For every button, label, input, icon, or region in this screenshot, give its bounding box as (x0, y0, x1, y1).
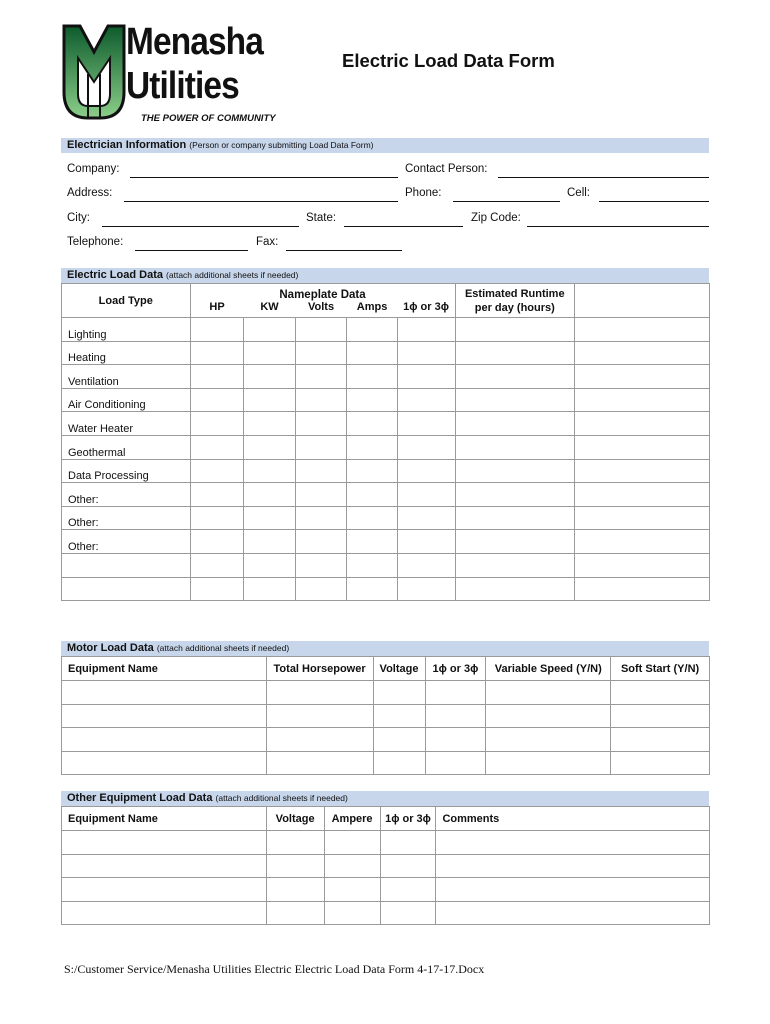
fax-label: Fax: (256, 236, 279, 248)
company-label: Company: (67, 163, 120, 175)
input-cell[interactable] (575, 365, 710, 389)
other-load-table (61, 806, 710, 925)
input-cell[interactable] (611, 681, 710, 705)
input-cell[interactable] (62, 704, 267, 728)
input-cell[interactable] (62, 751, 267, 775)
input-cell[interactable] (347, 459, 398, 483)
input-cell[interactable] (436, 831, 710, 855)
input-cell[interactable] (266, 831, 324, 855)
input-cell[interactable] (243, 365, 295, 389)
input-cell[interactable] (243, 341, 295, 365)
city-label: City: (67, 212, 90, 224)
address-field[interactable] (124, 201, 398, 202)
zip-label: Zip Code: (471, 212, 521, 224)
city-field[interactable] (102, 226, 299, 227)
electrician-section-header (61, 138, 709, 153)
input-cell[interactable] (190, 553, 243, 577)
col-soft-start: Soft Start (Y/N) (611, 657, 710, 681)
table-row (62, 506, 710, 530)
input-cell[interactable] (455, 553, 574, 577)
input-cell[interactable] (266, 751, 373, 775)
input-cell[interactable] (190, 341, 243, 365)
input-cell[interactable] (398, 577, 455, 601)
input-cell[interactable] (398, 435, 455, 459)
input-cell[interactable] (575, 577, 710, 601)
table-row (62, 878, 710, 902)
table-row (62, 365, 710, 389)
input-cell[interactable] (347, 577, 398, 601)
input-cell[interactable] (190, 506, 243, 530)
cell-label: Cell: (567, 187, 591, 199)
input-cell[interactable] (486, 681, 611, 705)
input-cell[interactable] (266, 728, 373, 752)
table-row (62, 831, 710, 855)
input-cell[interactable] (324, 878, 380, 902)
input-cell[interactable] (455, 435, 574, 459)
load-type-cell: Other: (62, 483, 191, 507)
load-type-cell: Heating (62, 341, 191, 365)
input-cell[interactable] (266, 704, 373, 728)
input-cell[interactable] (575, 318, 710, 342)
col-equipment-name: Equipment Name (62, 807, 267, 831)
input-cell[interactable] (611, 728, 710, 752)
input-cell[interactable] (243, 318, 295, 342)
state-label: State: (306, 212, 337, 224)
table-row (62, 530, 710, 554)
motor-load-table (61, 656, 710, 775)
input-cell[interactable] (455, 318, 574, 342)
col-load-type: Load Type (62, 284, 191, 318)
input-cell[interactable] (436, 878, 710, 902)
logo-text-menasha: Menasha (126, 21, 263, 63)
section-note: (attach additional sheets if needed) (166, 270, 299, 280)
load-type-cell: Other: (62, 506, 191, 530)
input-cell[interactable] (436, 901, 710, 925)
load-type-cell: Other: (62, 530, 191, 554)
input-cell[interactable] (373, 728, 425, 752)
section-note: (attach additional sheets if needed) (215, 793, 348, 803)
input-cell[interactable] (425, 681, 486, 705)
input-cell[interactable] (190, 388, 243, 412)
table-row (62, 412, 710, 436)
section-note: (attach additional sheets if needed) (156, 643, 290, 653)
input-cell[interactable] (398, 553, 455, 577)
col-runtime (455, 284, 574, 318)
col-variable-speed: Variable Speed (Y/N) (486, 657, 611, 681)
motor-load-section-header (61, 641, 709, 656)
table-row (62, 728, 710, 752)
contact-person-label: Contact Person: (405, 163, 488, 175)
input-cell[interactable] (455, 483, 574, 507)
input-cell[interactable] (398, 365, 455, 389)
menasha-utilities-logo-mark (60, 22, 130, 122)
zip-field[interactable] (527, 226, 709, 227)
input-cell[interactable] (62, 901, 267, 925)
input-cell[interactable] (190, 412, 243, 436)
input-cell[interactable] (455, 530, 574, 554)
input-cell[interactable] (324, 901, 380, 925)
col-kw: KW (260, 300, 279, 313)
input-cell[interactable] (380, 854, 436, 878)
input-cell[interactable] (62, 878, 267, 902)
input-cell[interactable] (243, 459, 295, 483)
input-cell[interactable] (266, 901, 324, 925)
table-row (62, 483, 710, 507)
input-cell[interactable] (190, 318, 243, 342)
input-cell[interactable] (295, 459, 346, 483)
input-cell[interactable] (425, 728, 486, 752)
input-cell[interactable] (295, 553, 346, 577)
electric-load-table (61, 283, 710, 601)
input-cell[interactable] (295, 365, 346, 389)
input-cell[interactable] (380, 831, 436, 855)
input-cell[interactable] (62, 728, 267, 752)
state-field[interactable] (344, 226, 463, 227)
load-type-cell: Geothermal (62, 435, 191, 459)
input-cell[interactable] (190, 365, 243, 389)
input-cell[interactable] (486, 704, 611, 728)
input-cell[interactable] (455, 412, 574, 436)
input-cell[interactable] (62, 831, 267, 855)
input-cell[interactable] (575, 483, 710, 507)
input-cell[interactable] (266, 681, 373, 705)
cell-field[interactable] (599, 201, 709, 202)
input-cell[interactable] (575, 530, 710, 554)
input-cell[interactable] (380, 878, 436, 902)
col-total-horsepower: Total Horsepower (266, 657, 373, 681)
input-cell[interactable] (425, 751, 486, 775)
input-cell[interactable] (295, 412, 346, 436)
table-row (62, 459, 710, 483)
input-cell[interactable] (398, 388, 455, 412)
phone-label: Phone: (405, 187, 442, 199)
input-cell[interactable] (62, 854, 267, 878)
input-cell[interactable] (347, 412, 398, 436)
input-cell[interactable] (295, 530, 346, 554)
input-cell[interactable] (455, 365, 574, 389)
input-cell[interactable] (373, 704, 425, 728)
input-cell[interactable] (347, 388, 398, 412)
input-cell[interactable] (373, 681, 425, 705)
logo-text-utilities: Utilities (126, 65, 239, 107)
input-cell[interactable] (425, 704, 486, 728)
input-cell[interactable] (575, 506, 710, 530)
input-cell[interactable] (324, 831, 380, 855)
table-row (62, 854, 710, 878)
load-type-cell: Data Processing (62, 459, 191, 483)
input-cell[interactable] (324, 854, 380, 878)
col-equipment-name: Equipment Name (62, 657, 267, 681)
input-cell[interactable] (243, 388, 295, 412)
input-cell[interactable] (243, 483, 295, 507)
input-cell[interactable] (398, 530, 455, 554)
input-cell[interactable] (398, 459, 455, 483)
input-cell[interactable] (398, 412, 455, 436)
electric-load-section-header (61, 268, 709, 283)
input-cell[interactable] (575, 341, 710, 365)
input-cell[interactable] (398, 341, 455, 365)
input-cell[interactable] (190, 577, 243, 601)
other-load-section-header (61, 791, 709, 806)
runtime-line-2: per day (hours) (474, 301, 555, 314)
section-note: (Person or company submitting Load Data Form) (189, 140, 374, 150)
address-label: Address: (67, 187, 113, 199)
input-cell[interactable] (380, 901, 436, 925)
contact-person-field[interactable] (498, 177, 709, 178)
input-cell[interactable] (455, 459, 574, 483)
input-cell[interactable] (347, 318, 398, 342)
input-cell[interactable] (398, 506, 455, 530)
input-cell[interactable] (347, 341, 398, 365)
input-cell[interactable] (243, 506, 295, 530)
col-phase: 1ϕ or 3ϕ (403, 300, 449, 313)
phone-field[interactable] (453, 201, 560, 202)
input-cell[interactable] (295, 506, 346, 530)
load-type-cell: Water Heater (62, 412, 191, 436)
input-cell[interactable] (436, 854, 710, 878)
input-cell[interactable] (611, 751, 710, 775)
load-type-cell: Ventilation (62, 365, 191, 389)
telephone-field[interactable] (135, 250, 248, 251)
section-title: Other Equipment Load Data (67, 792, 213, 804)
fax-field[interactable] (286, 250, 402, 251)
input-cell[interactable] (575, 459, 710, 483)
input-cell[interactable] (347, 365, 398, 389)
col-voltage: Voltage (373, 657, 425, 681)
col-ampere: Ampere (324, 807, 380, 831)
col-phase: 1ϕ or 3ϕ (425, 657, 486, 681)
section-title: Electrician Information (67, 139, 187, 151)
input-cell[interactable] (575, 388, 710, 412)
table-row (62, 901, 710, 925)
section-title: Motor Load Data (67, 642, 154, 654)
input-cell[interactable] (295, 341, 346, 365)
input-cell[interactable] (347, 530, 398, 554)
table-row (62, 435, 710, 459)
input-cell[interactable] (347, 506, 398, 530)
input-cell[interactable] (243, 530, 295, 554)
input-cell[interactable] (243, 577, 295, 601)
input-cell[interactable] (295, 318, 346, 342)
col-hp: HP (209, 300, 225, 313)
table-row (62, 318, 710, 342)
blank-header-cell (575, 284, 710, 318)
input-cell[interactable] (455, 577, 574, 601)
input-cell[interactable] (398, 483, 455, 507)
input-cell[interactable] (347, 483, 398, 507)
input-cell[interactable] (347, 435, 398, 459)
col-volts: Volts (307, 300, 335, 313)
input-cell[interactable] (190, 483, 243, 507)
footer-path: S:/Customer Service/Menasha Utilities Electric Electric Load Data Form 4-17-17.Docx (64, 962, 485, 976)
section-title: Electric Load Data (67, 269, 163, 281)
input-cell[interactable] (295, 483, 346, 507)
input-cell[interactable] (190, 459, 243, 483)
input-cell[interactable] (266, 854, 324, 878)
input-cell[interactable] (373, 751, 425, 775)
table-row (62, 704, 710, 728)
input-cell[interactable] (62, 681, 267, 705)
input-cell[interactable] (455, 506, 574, 530)
col-voltage: Voltage (266, 807, 324, 831)
input-cell[interactable] (347, 553, 398, 577)
input-cell[interactable] (243, 553, 295, 577)
input-cell[interactable] (611, 704, 710, 728)
load-type-cell (62, 577, 191, 601)
table-row (62, 751, 710, 775)
col-nameplate (190, 284, 455, 318)
input-cell[interactable] (295, 388, 346, 412)
input-cell[interactable] (295, 435, 346, 459)
form-title: Electric Load Data Form (342, 50, 555, 71)
nameplate-label: Nameplate Data (279, 288, 366, 301)
input-cell[interactable] (486, 728, 611, 752)
col-amps: Amps (356, 300, 388, 313)
input-cell[interactable] (190, 530, 243, 554)
input-cell[interactable] (243, 435, 295, 459)
input-cell[interactable] (575, 412, 710, 436)
runtime-line-1: Estimated Runtime (464, 287, 565, 300)
table-row (62, 577, 710, 601)
load-type-cell: Lighting (62, 318, 191, 342)
input-cell[interactable] (455, 341, 574, 365)
input-cell[interactable] (266, 878, 324, 902)
load-type-cell (62, 553, 191, 577)
input-cell[interactable] (190, 435, 243, 459)
load-type-cell: Air Conditioning (62, 388, 191, 412)
logo-tagline: THE POWER OF COMMUNITY (141, 113, 276, 124)
input-cell[interactable] (486, 751, 611, 775)
col-phase: 1ϕ or 3ϕ (380, 807, 436, 831)
telephone-label: Telephone: (67, 236, 124, 248)
input-cell[interactable] (455, 388, 574, 412)
input-cell[interactable] (243, 412, 295, 436)
input-cell[interactable] (575, 553, 710, 577)
table-row (62, 681, 710, 705)
table-row (62, 341, 710, 365)
table-row (62, 553, 710, 577)
input-cell[interactable] (575, 435, 710, 459)
col-comments: Comments (436, 807, 710, 831)
input-cell[interactable] (295, 577, 346, 601)
company-field[interactable] (130, 177, 398, 178)
input-cell[interactable] (398, 318, 455, 342)
table-row (62, 388, 710, 412)
